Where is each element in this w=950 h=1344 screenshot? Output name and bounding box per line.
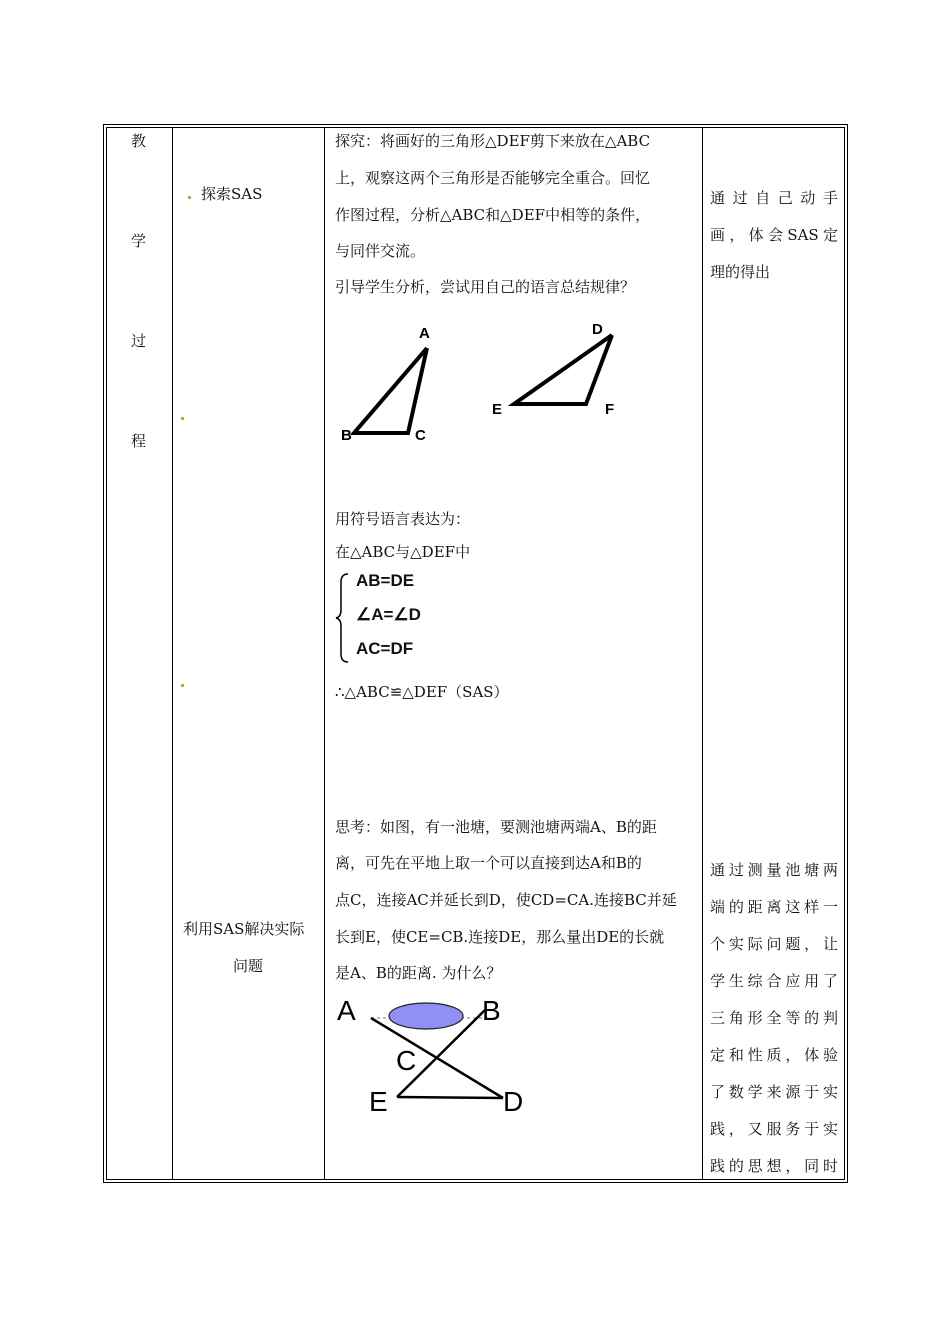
note-line: 三角形全等的判 [710, 1009, 838, 1027]
label-d: D [592, 321, 603, 338]
explore-line: 上，观察这两个三角形是否能够完全重合。回忆 [335, 169, 651, 187]
note-line: 践的思想，同时 [710, 1157, 838, 1175]
column-divider [172, 127, 173, 1180]
label-f: F [605, 401, 615, 418]
note-apply [710, 852, 838, 1185]
condition-angle-a-d: ∠A=∠D [356, 605, 421, 624]
column-divider [702, 127, 703, 1180]
pond-label-b: B [482, 995, 501, 1026]
stage-char: 过 [131, 332, 147, 350]
note-line: 理的得出 [710, 263, 771, 281]
explore-line: 探究：将画好的三角形△DEF剪下来放在△ABC [335, 132, 651, 150]
condition-ac-df: AC=DF [356, 639, 414, 658]
section-label-apply-sas: 问题 [233, 957, 264, 975]
note-line: 定和性质，体验 [710, 1046, 838, 1064]
note-line: 通过测量池塘两 [710, 861, 838, 879]
pond-label-c: C [396, 1045, 417, 1076]
note-line: 学生综合应用了 [710, 972, 838, 990]
pond-figure [335, 990, 545, 1115]
note-line: 个实际问题，让 [710, 935, 838, 953]
explore-line: 与同伴交流。 [335, 242, 426, 260]
label-b: B [341, 427, 352, 444]
think-line: 思考：如图，有一池塘，要测池塘两端A、B的距 [335, 818, 657, 836]
edit-mark [188, 196, 191, 199]
note-line: 践，又服务于实 [710, 1120, 838, 1138]
stage-char: 教 [131, 132, 147, 150]
pond-label-d: D [503, 1086, 524, 1115]
stage-char: 学 [131, 232, 147, 250]
note-line: 端的距离这样一 [710, 898, 838, 916]
think-line: 离，可先在平地上取一个可以直接到达A和B的 [335, 854, 642, 872]
note-explore [710, 180, 838, 291]
note-line: 画，体会SAS定 [710, 226, 838, 244]
left-brace-icon [334, 572, 352, 664]
note-line: 通 过 自 己 动 手 [710, 189, 838, 207]
conclusion: ∴△ABC≌△DEF（SAS） [335, 683, 509, 701]
edit-mark [181, 684, 184, 687]
note-line: 了数学来源于实 [710, 1083, 838, 1101]
symbolic-context: 在△ABC与△DEF中 [335, 543, 471, 561]
label-c: C [415, 427, 426, 444]
column-divider [324, 127, 325, 1180]
triangles-figure [330, 316, 630, 451]
pond-label-e: E [369, 1086, 388, 1115]
label-a: A [419, 325, 430, 342]
stage-char: 程 [131, 432, 147, 450]
section-label-explore-sas: 探索SAS [201, 185, 263, 203]
edit-mark [181, 417, 184, 420]
explore-line: 引导学生分析，尝试用自己的语言总结规律？ [335, 278, 636, 296]
think-line: 是A、B的距离. 为什么？ [335, 964, 502, 982]
label-e: E [492, 401, 503, 418]
symbolic-intro: 用符号语言表达为： [335, 510, 471, 528]
condition-ab-de: AB=DE [356, 571, 415, 590]
pond-label-a: A [337, 995, 356, 1026]
section-label-apply-sas: 利用SAS解决实际 [183, 920, 305, 938]
explore-line: 作图过程，分析△ABC和△DEF中相等的条件， [335, 206, 651, 224]
think-line: 长到E，使CE=CB.连接DE，那么量出DE的长就 [335, 928, 665, 946]
think-line: 点C，连接AC并延长到D，使CD=CA.连接BC并延 [335, 891, 677, 909]
